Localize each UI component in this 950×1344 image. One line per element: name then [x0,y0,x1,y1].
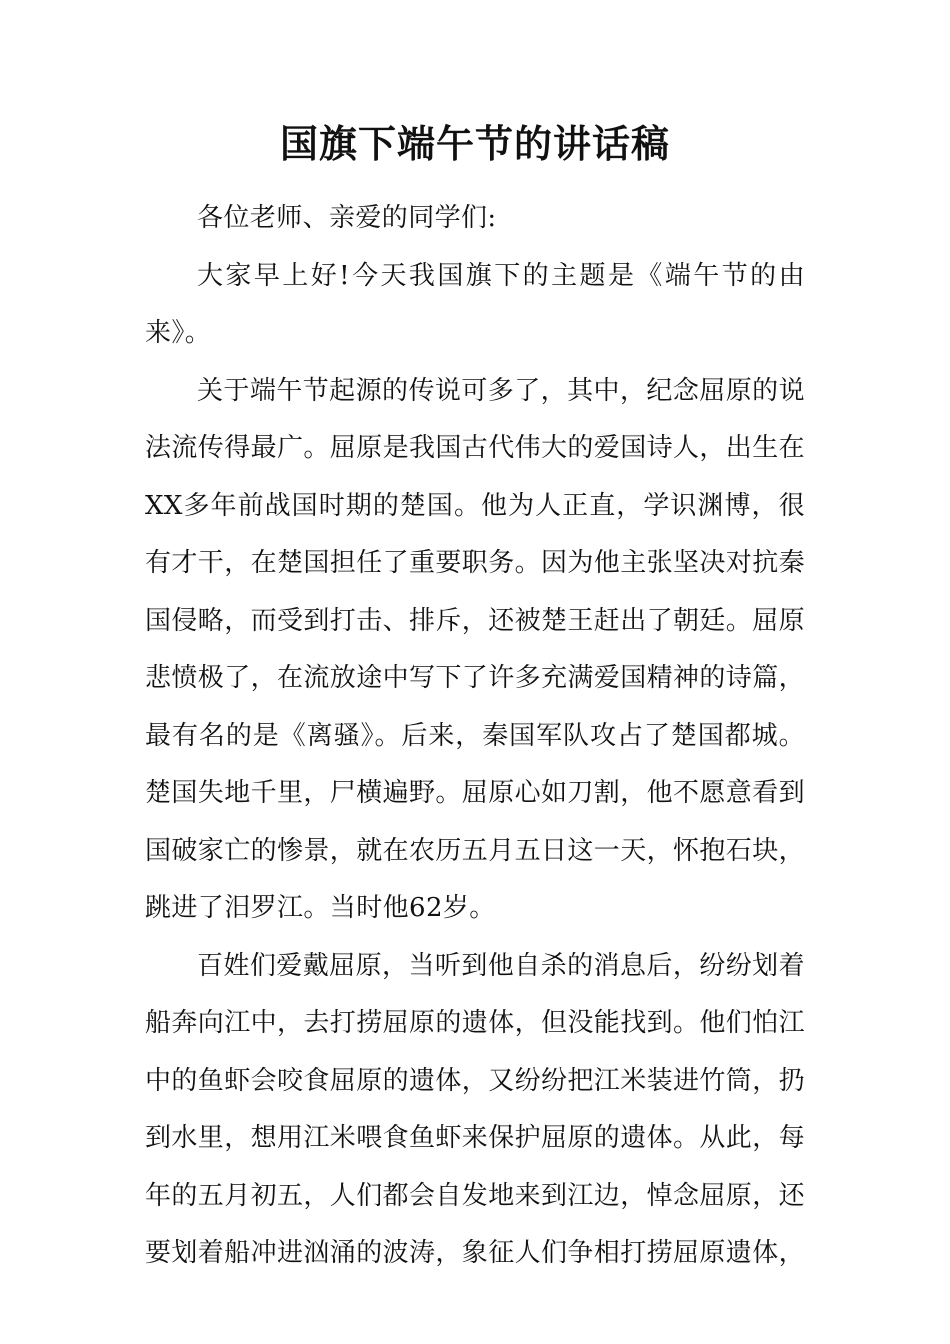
paragraph-origin: 关于端午节起源的传说可多了，其中，纪念屈原的说法流传得最广。屈原是我国古代伟大的爱国诗人，出生在XX多年前战国时期的楚国。他为人正直，学识渊博，很有才干，在楚国担任了重要职务。因为他主张坚决对抗秦国侵略，而受到打击、排斥，还被楚王赶出了朝廷。屈原悲愤极了，在流放途中写下了许多充满爱国精神的诗篇，最有名的是《离骚》。后来，秦国军队攻占了楚国都城。楚国失地千里，尸横遍野。屈原心如刀割，他不愿意看到国破家亡的惨景，就在农历五月五日这一天，怀抱石块，跳进了汨罗江。当时他62岁。 [145,375,806,923]
document-title: 国旗下端午节的讲话稿 [279,121,670,166]
paragraph-greeting: 各位老师、亲爱的同学们: [197,203,497,233]
document-body [145,190,805,1283]
paragraph-intro: 大家早上好!今天我国旗下的主题是《端午节的由来》。 [145,260,805,348]
paragraph-people: 百姓们爱戴屈原，当听到他自杀的消息后，纷纷划着船奔向江中，去打捞屈原的遗体，但没能找到。他们怕江中的鱼虾会咬食屈原的遗体，又纷纷把江米装进竹筒，扔到水里，想用江米喂食鱼虾来保护屈原的遗体。从此，每年的五月初五，人们都会自发地来到江边，悼念屈原，还要划着船冲进汹涌的波涛，象征人们争相打捞屈原遗体， [145,950,806,1268]
